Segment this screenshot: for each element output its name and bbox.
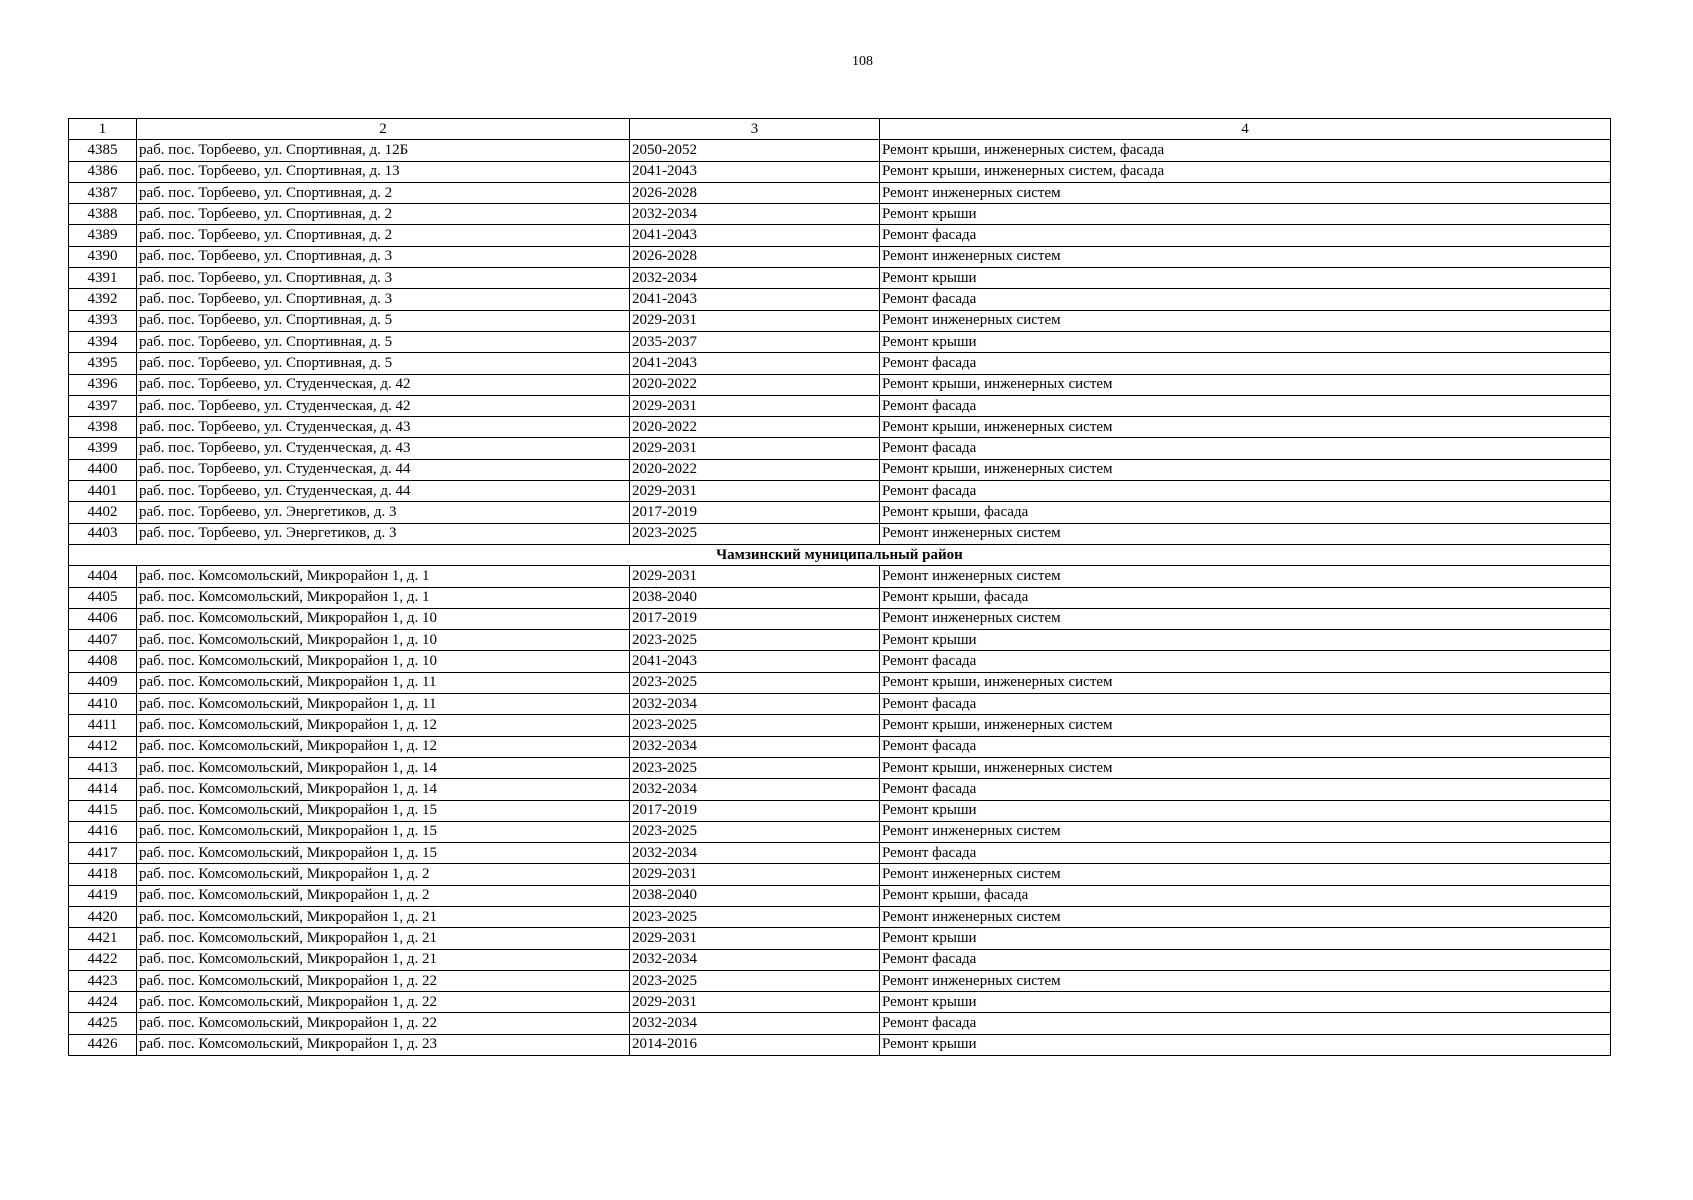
address-cell: раб. пос. Торбеево, ул. Спортивная, д. 12Б (137, 140, 630, 161)
period-cell: 2023-2025 (630, 672, 880, 693)
table-row (69, 481, 1611, 502)
row-number: 4406 (69, 608, 137, 629)
row-number: 4395 (69, 353, 137, 374)
table-row (69, 1013, 1611, 1034)
table-row (69, 289, 1611, 310)
period-cell: 2026-2028 (630, 182, 880, 203)
table-row (69, 268, 1611, 289)
period-cell: 2050-2052 (630, 140, 880, 161)
period-cell: 2029-2031 (630, 566, 880, 587)
address-cell: раб. пос. Торбеево, ул. Спортивная, д. 2 (137, 182, 630, 203)
table-row (69, 417, 1611, 438)
row-number: 4405 (69, 587, 137, 608)
address-cell: раб. пос. Торбеево, ул. Энергетиков, д. 3 (137, 502, 630, 523)
work-type-cell: Ремонт крыши (880, 800, 1611, 821)
address-cell: раб. пос. Комсомольский, Микрорайон 1, д. 21 (137, 906, 630, 927)
address-cell: раб. пос. Комсомольский, Микрорайон 1, д. 2 (137, 885, 630, 906)
table-row (69, 864, 1611, 885)
address-cell: раб. пос. Комсомольский, Микрорайон 1, д. 10 (137, 651, 630, 672)
period-cell: 2041-2043 (630, 289, 880, 310)
table-row (69, 140, 1611, 161)
period-cell: 2014-2016 (630, 1034, 880, 1055)
row-number: 4387 (69, 182, 137, 203)
table-row (69, 885, 1611, 906)
work-type-cell: Ремонт крыши (880, 992, 1611, 1013)
address-cell: раб. пос. Торбеево, ул. Спортивная, д. 3 (137, 268, 630, 289)
work-type-cell: Ремонт инженерных систем (880, 864, 1611, 885)
table-row (69, 779, 1611, 800)
work-type-cell: Ремонт крыши (880, 268, 1611, 289)
table-row (69, 1034, 1611, 1055)
period-cell: 2017-2019 (630, 502, 880, 523)
table-row (69, 843, 1611, 864)
work-type-cell: Ремонт фасада (880, 651, 1611, 672)
period-cell: 2032-2034 (630, 268, 880, 289)
work-type-cell: Ремонт крыши (880, 928, 1611, 949)
table-row (69, 821, 1611, 842)
work-type-cell: Ремонт инженерных систем (880, 523, 1611, 544)
address-cell: раб. пос. Торбеево, ул. Студенческая, д. 43 (137, 438, 630, 459)
row-number: 4396 (69, 374, 137, 395)
work-type-cell: Ремонт крыши, инженерных систем (880, 374, 1611, 395)
table-row (69, 161, 1611, 182)
table-row (69, 928, 1611, 949)
col-header-2: 2 (137, 119, 630, 140)
address-cell: раб. пос. Торбеево, ул. Спортивная, д. 3 (137, 246, 630, 267)
address-cell: раб. пос. Комсомольский, Микрорайон 1, д. 15 (137, 800, 630, 821)
table-row (69, 502, 1611, 523)
work-type-cell: Ремонт фасада (880, 481, 1611, 502)
address-cell: раб. пос. Торбеево, ул. Студенческая, д. 43 (137, 417, 630, 438)
row-number: 4401 (69, 481, 137, 502)
period-cell: 2041-2043 (630, 161, 880, 182)
work-type-cell: Ремонт фасада (880, 395, 1611, 416)
row-number: 4423 (69, 970, 137, 991)
work-type-cell: Ремонт фасада (880, 779, 1611, 800)
address-cell: раб. пос. Торбеево, ул. Спортивная, д. 5 (137, 353, 630, 374)
row-number: 4413 (69, 757, 137, 778)
header-row (69, 119, 1611, 140)
row-number: 4398 (69, 417, 137, 438)
period-cell: 2041-2043 (630, 353, 880, 374)
address-cell: раб. пос. Комсомольский, Микрорайон 1, д. 15 (137, 821, 630, 842)
address-cell: раб. пос. Торбеево, ул. Студенческая, д. 42 (137, 374, 630, 395)
period-cell: 2023-2025 (630, 715, 880, 736)
period-cell: 2032-2034 (630, 779, 880, 800)
row-number: 4426 (69, 1034, 137, 1055)
address-cell: раб. пос. Комсомольский, Микрорайон 1, д. 12 (137, 715, 630, 736)
table-row (69, 438, 1611, 459)
work-type-cell: Ремонт крыши (880, 630, 1611, 651)
table-row (69, 204, 1611, 225)
col-header-3: 3 (630, 119, 880, 140)
table-row (69, 587, 1611, 608)
table-row (69, 459, 1611, 480)
table-row (69, 608, 1611, 629)
work-type-cell: Ремонт крыши, фасада (880, 502, 1611, 523)
period-cell: 2029-2031 (630, 310, 880, 331)
address-cell: раб. пос. Комсомольский, Микрорайон 1, д. 21 (137, 949, 630, 970)
section-title: Чамзинский муниципальный район (69, 544, 1611, 565)
row-number: 4418 (69, 864, 137, 885)
work-type-cell: Ремонт инженерных систем (880, 310, 1611, 331)
address-cell: раб. пос. Торбеево, ул. Студенческая, д. 42 (137, 395, 630, 416)
table-body (69, 140, 1611, 1056)
period-cell: 2017-2019 (630, 608, 880, 629)
table-row (69, 651, 1611, 672)
work-type-cell: Ремонт крыши, инженерных систем, фасада (880, 161, 1611, 182)
work-type-cell: Ремонт фасада (880, 438, 1611, 459)
table-row (69, 672, 1611, 693)
address-cell: раб. пос. Торбеево, ул. Спортивная, д. 5 (137, 310, 630, 331)
table-row (69, 395, 1611, 416)
period-cell: 2020-2022 (630, 374, 880, 395)
period-cell: 2032-2034 (630, 1013, 880, 1034)
work-type-cell: Ремонт крыши, инженерных систем (880, 417, 1611, 438)
work-type-cell: Ремонт фасада (880, 843, 1611, 864)
address-cell: раб. пос. Комсомольский, Микрорайон 1, д. 2 (137, 864, 630, 885)
period-cell: 2032-2034 (630, 204, 880, 225)
row-number: 4424 (69, 992, 137, 1013)
address-cell: раб. пос. Торбеево, ул. Студенческая, д. 44 (137, 459, 630, 480)
address-cell: раб. пос. Комсомольский, Микрорайон 1, д. 21 (137, 928, 630, 949)
work-type-cell: Ремонт фасада (880, 949, 1611, 970)
row-number: 4417 (69, 843, 137, 864)
address-cell: раб. пос. Торбеево, ул. Спортивная, д. 13 (137, 161, 630, 182)
row-number: 4410 (69, 694, 137, 715)
row-number: 4386 (69, 161, 137, 182)
work-type-cell: Ремонт крыши, фасада (880, 587, 1611, 608)
address-cell: раб. пос. Комсомольский, Микрорайон 1, д. 12 (137, 736, 630, 757)
work-type-cell: Ремонт инженерных систем (880, 608, 1611, 629)
row-number: 4399 (69, 438, 137, 459)
table-row (69, 757, 1611, 778)
work-type-cell: Ремонт фасада (880, 353, 1611, 374)
table-row (69, 715, 1611, 736)
address-cell: раб. пос. Торбеево, ул. Спортивная, д. 2 (137, 225, 630, 246)
row-number: 4392 (69, 289, 137, 310)
work-type-cell: Ремонт фасада (880, 736, 1611, 757)
table-row (69, 970, 1611, 991)
table-row (69, 374, 1611, 395)
col-header-4: 4 (880, 119, 1611, 140)
address-cell: раб. пос. Комсомольский, Микрорайон 1, д. 22 (137, 992, 630, 1013)
row-number: 4393 (69, 310, 137, 331)
address-cell: раб. пос. Комсомольский, Микрорайон 1, д. 11 (137, 694, 630, 715)
period-cell: 2029-2031 (630, 481, 880, 502)
work-type-cell: Ремонт крыши, инженерных систем (880, 715, 1611, 736)
address-cell: раб. пос. Комсомольский, Микрорайон 1, д. 22 (137, 970, 630, 991)
row-number: 4421 (69, 928, 137, 949)
period-cell: 2023-2025 (630, 630, 880, 651)
table-row (69, 736, 1611, 757)
period-cell: 2035-2037 (630, 331, 880, 352)
table-row (69, 353, 1611, 374)
address-cell: раб. пос. Комсомольский, Микрорайон 1, д. 1 (137, 566, 630, 587)
period-cell: 2029-2031 (630, 864, 880, 885)
page-number: 108 (852, 54, 873, 69)
address-cell: раб. пос. Комсомольский, Микрорайон 1, д. 23 (137, 1034, 630, 1055)
period-cell: 2029-2031 (630, 395, 880, 416)
table-row (69, 630, 1611, 651)
period-cell: 2023-2025 (630, 906, 880, 927)
row-number: 4397 (69, 395, 137, 416)
work-type-cell: Ремонт фасада (880, 694, 1611, 715)
work-type-cell: Ремонт крыши (880, 1034, 1611, 1055)
work-type-cell: Ремонт крыши, инженерных систем (880, 672, 1611, 693)
row-number: 4403 (69, 523, 137, 544)
address-cell: раб. пос. Торбеево, ул. Энергетиков, д. 3 (137, 523, 630, 544)
work-type-cell: Ремонт инженерных систем (880, 821, 1611, 842)
address-cell: раб. пос. Торбеево, ул. Спортивная, д. 5 (137, 331, 630, 352)
table-row (69, 225, 1611, 246)
table-row (69, 523, 1611, 544)
address-cell: раб. пос. Комсомольский, Микрорайон 1, д. 14 (137, 757, 630, 778)
work-type-cell: Ремонт инженерных систем (880, 970, 1611, 991)
repair-schedule-table (68, 118, 1611, 1056)
period-cell: 2026-2028 (630, 246, 880, 267)
table-row (69, 906, 1611, 927)
address-cell: раб. пос. Торбеево, ул. Спортивная, д. 2 (137, 204, 630, 225)
row-number: 4390 (69, 246, 137, 267)
row-number: 4412 (69, 736, 137, 757)
period-cell: 2023-2025 (630, 523, 880, 544)
row-number: 4400 (69, 459, 137, 480)
address-cell: раб. пос. Комсомольский, Микрорайон 1, д. 22 (137, 1013, 630, 1034)
work-type-cell: Ремонт крыши, фасада (880, 885, 1611, 906)
row-number: 4407 (69, 630, 137, 651)
table-row (69, 331, 1611, 352)
table-row (69, 246, 1611, 267)
row-number: 4415 (69, 800, 137, 821)
table-row (69, 949, 1611, 970)
row-number: 4402 (69, 502, 137, 523)
period-cell: 2032-2034 (630, 843, 880, 864)
work-type-cell: Ремонт инженерных систем (880, 906, 1611, 927)
address-cell: раб. пос. Комсомольский, Микрорайон 1, д. 1 (137, 587, 630, 608)
table-row (69, 566, 1611, 587)
table-row (69, 310, 1611, 331)
row-number: 4391 (69, 268, 137, 289)
row-number: 4422 (69, 949, 137, 970)
period-cell: 2032-2034 (630, 736, 880, 757)
period-cell: 2023-2025 (630, 757, 880, 778)
address-cell: раб. пос. Комсомольский, Микрорайон 1, д. 11 (137, 672, 630, 693)
work-type-cell: Ремонт фасада (880, 1013, 1611, 1034)
work-type-cell: Ремонт фасада (880, 289, 1611, 310)
row-number: 4388 (69, 204, 137, 225)
row-number: 4409 (69, 672, 137, 693)
period-cell: 2032-2034 (630, 949, 880, 970)
table-row (69, 694, 1611, 715)
row-number: 4394 (69, 331, 137, 352)
period-cell: 2023-2025 (630, 821, 880, 842)
address-cell: раб. пос. Комсомольский, Микрорайон 1, д. 14 (137, 779, 630, 800)
work-type-cell: Ремонт крыши, инженерных систем (880, 459, 1611, 480)
address-cell: раб. пос. Комсомольский, Микрорайон 1, д. 15 (137, 843, 630, 864)
work-type-cell: Ремонт инженерных систем (880, 246, 1611, 267)
address-cell: раб. пос. Комсомольский, Микрорайон 1, д. 10 (137, 608, 630, 629)
row-number: 4414 (69, 779, 137, 800)
period-cell: 2041-2043 (630, 651, 880, 672)
work-type-cell: Ремонт крыши (880, 204, 1611, 225)
table-row (69, 800, 1611, 821)
address-cell: раб. пос. Торбеево, ул. Спортивная, д. 3 (137, 289, 630, 310)
period-cell: 2038-2040 (630, 885, 880, 906)
row-number: 4425 (69, 1013, 137, 1034)
address-cell: раб. пос. Торбеево, ул. Студенческая, д. 44 (137, 481, 630, 502)
period-cell: 2029-2031 (630, 928, 880, 949)
period-cell: 2038-2040 (630, 587, 880, 608)
work-type-cell: Ремонт инженерных систем (880, 182, 1611, 203)
period-cell: 2029-2031 (630, 992, 880, 1013)
row-number: 4385 (69, 140, 137, 161)
work-type-cell: Ремонт крыши, инженерных систем, фасада (880, 140, 1611, 161)
row-number: 4416 (69, 821, 137, 842)
period-cell: 2020-2022 (630, 417, 880, 438)
address-cell: раб. пос. Комсомольский, Микрорайон 1, д. 10 (137, 630, 630, 651)
work-type-cell: Ремонт инженерных систем (880, 566, 1611, 587)
period-cell: 2029-2031 (630, 438, 880, 459)
row-number: 4411 (69, 715, 137, 736)
work-type-cell: Ремонт крыши, инженерных систем (880, 757, 1611, 778)
work-type-cell: Ремонт фасада (880, 225, 1611, 246)
work-type-cell: Ремонт крыши (880, 331, 1611, 352)
period-cell: 2017-2019 (630, 800, 880, 821)
row-number: 4419 (69, 885, 137, 906)
section-row (69, 544, 1611, 565)
period-cell: 2032-2034 (630, 694, 880, 715)
period-cell: 2020-2022 (630, 459, 880, 480)
period-cell: 2023-2025 (630, 970, 880, 991)
row-number: 4408 (69, 651, 137, 672)
col-header-1: 1 (69, 119, 137, 140)
period-cell: 2041-2043 (630, 225, 880, 246)
row-number: 4420 (69, 906, 137, 927)
table-row (69, 992, 1611, 1013)
row-number: 4404 (69, 566, 137, 587)
table-row (69, 182, 1611, 203)
row-number: 4389 (69, 225, 137, 246)
